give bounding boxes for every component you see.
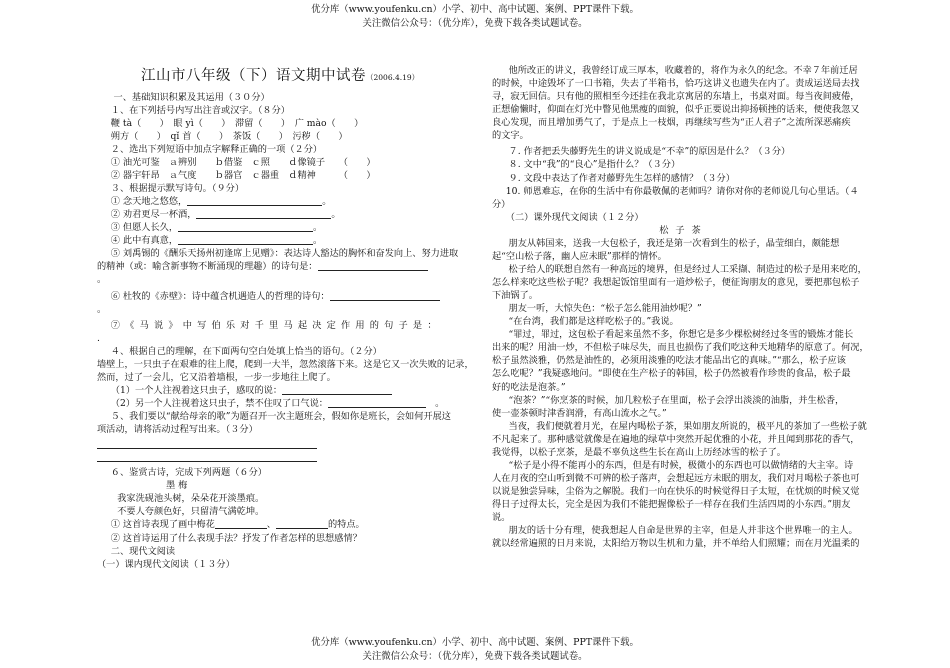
q2-row-1: ① 油光可鉴 ａ辨别 ｂ借鉴 ｃ照 ｄ像镜子 （ ）	[110, 156, 376, 168]
question-1: １、在下列括号内写出注音或汉字。（８分）	[110, 104, 290, 116]
essay-p7c: 我觉得，以松子烹茶，是最不辜负这些生长在高山上历经冰雪的松子了。	[492, 446, 786, 458]
q3-e2-text: 的精神（或：喻含新事物不断涌现的理趣）的诗句是：	[97, 261, 318, 273]
essay-p5c: 松子虽然淡雅，仍然是油性的，必须用淡雅的吃法才能品出它的真味。”“那么，松子应该	[492, 355, 846, 367]
question-6: ６、鉴赏古诗，完成下列两题（６分）	[110, 467, 267, 479]
q3-c: ③ 但愿人长久， 。	[110, 222, 323, 234]
question-7: ７. 作者把丢失藤野先生的讲义说成是“不幸”的原因是什么？（３分）	[508, 146, 791, 158]
question-4: ４、根据自己的理解，在下面两句空白处填上恰当的语句。（２分）	[110, 345, 382, 357]
essay-p8d: 得日子过得太长，完全是因为我们不能把握像松子一样存在我们生活四周的小东西。”朋友	[492, 499, 851, 511]
essay-p8e: 说。	[492, 512, 511, 524]
q3-g-end: .	[97, 332, 100, 344]
essay-p8: “松子是小得不能再小的东西，但是有时候，极微小的东西也可以做情绪的大主宰。诗	[508, 459, 854, 471]
answer-blank[interactable]	[196, 209, 331, 219]
answer-blank[interactable]	[187, 196, 322, 206]
q3-b-text: ② 劝君更尽一杯酒，	[110, 209, 197, 221]
essay-p6: “泡茶？”“你烹茶的时候，加几粒松子在里面，松子会浮出淡淡的油脂，并生松香，	[508, 394, 845, 406]
essay-p5e: 好的吃法是泡茶。”	[492, 381, 566, 393]
answer-blank[interactable]	[318, 261, 428, 271]
q3-e: ⑤ 刘禹锡的《酬乐天扬州初逢席上见赠》：表达诗人豁达的胸怀和奋发向上、努力进取	[110, 248, 459, 260]
passage-line-1: 他所改正的讲义，我曾经订成三厚本，收藏着的，将作为永久的纪念。不幸７年前迁居	[508, 65, 858, 76]
essay-p5b: 出来的呢？用油一炒，不但松子味尽失，而且也损伤了我们吃这种天地精华的原意了。何况，	[492, 342, 869, 354]
page-footer	[0, 636, 950, 663]
answer-blank[interactable]	[215, 519, 267, 529]
q1-row-1: 鞭 tà（ ） 眼 yì（ ） 滞留（ ） 广 mào（ ）	[110, 117, 364, 129]
q3-a: ① 念天地之悠悠， 。	[110, 196, 332, 208]
right-column	[492, 64, 870, 550]
q3-e-end: 。	[97, 274, 107, 286]
q3-g	[97, 319, 474, 332]
page-header	[0, 3, 950, 30]
essay-p1: 朋友从韩国来，送我一大包松子，我还是第一次看到生的松子，晶莹细白，颇能想	[508, 237, 840, 249]
q4-1-text: （1）一个人注视着这只虫子，感叹的说：	[110, 384, 283, 396]
essay-p2: 松子给人的联想自然有一种高远的境界，但是经过人工采撷、制造过的松子是用来吃的，	[508, 263, 867, 275]
question-8: ８. 文中“我”的“良心”是指什么？（３分）	[508, 159, 681, 171]
q4-1	[97, 384, 474, 397]
q3-e2	[97, 260, 474, 273]
q5-2: 项活动，请将活动过程写出来。（３分）	[97, 424, 258, 436]
passage-line-5: 良心发现，而且增加勇气了，于是点上一枝烟，再继续写些为“正人君子”之流所深恶痛疾	[492, 117, 851, 129]
essay-p8c: 以说是独尝异味，尘俗为之解脱。我们一向在快乐的时候觉得日子太短，在忧烦的时候又觉	[492, 486, 860, 497]
essay-p9: 朋友的话十分有理，使我想起人自命是世界的主宰，但是人并非这个世界唯一的主人。	[508, 525, 858, 537]
q4-text-1: 墙壁上，一只虫子在艰难的往上爬，爬到一大半，忽然滚落下来。这是它又一次失败的记录，	[97, 358, 474, 370]
q4-2-text: （2）另一个人注视着这只虫子，禁不住叹了口气说：	[110, 398, 328, 410]
q3-f-end: 。	[97, 303, 107, 315]
q6-1-text: ① 这首诗表现了画中梅花	[110, 519, 215, 531]
q3-f	[97, 290, 474, 303]
essay-p7: 当夜，我们便就着月光，在屋内喝松子茶，果如朋友所说的，极平凡的茶加了一些松子就	[508, 420, 867, 432]
q6-1-end: 的特点。	[327, 519, 365, 531]
q6-1-sep: 、	[266, 519, 276, 531]
q1-row-2: 朔方（ ） qǐ 首（ ） 茶饭（ ） 污秽（ ）	[110, 130, 348, 142]
q4-text-2: 然而，过了一会儿，它又沿着墙根，一步一步地往上爬了。	[97, 371, 336, 383]
essay-p5: “罪过，罪过，这包松子看起来虽然不多，你想它是多少棵松树经过冬雪的锻炼才能长	[508, 329, 854, 341]
essay-p2b: 怎么样来吃这些松子呢？我想起饭馆里面有一道炒松子，便征询朋友的意见，要把那包松子	[492, 277, 860, 288]
answer-blank[interactable]	[330, 291, 440, 301]
q2-row-2: ② 器宇轩昂 ａ气度 ｂ器官 ｃ器重 ｄ精神 （ ）	[110, 169, 376, 181]
question-3: ３、根据提示默写诗句。（９分）	[110, 183, 245, 195]
essay-p4: “在台湾，我们都是这样吃松子的。”我说。	[508, 316, 679, 328]
question-5: ５、我们要以“献给母亲的歌”为题召开一次主题班会，假如你是班长，会如何开展这	[110, 411, 451, 423]
passage-line-4: 正想偷懒时，仰面在灯光中瞥见他黑瘦的面貌，似乎正要说出抑扬顿挫的话来，便使我忽又	[492, 104, 860, 116]
section-2-1-heading: （一）课内现代文阅读（１３分）	[97, 558, 235, 570]
essay-title: 松 子 茶	[659, 224, 703, 236]
poem-line-1: 我家洗砚池头树，朵朵花开淡墨痕。	[117, 493, 265, 505]
question-9: ９. 文段中表达了作者对藤野先生怎样的感情？（３分）	[508, 172, 735, 184]
answer-blank[interactable]	[178, 235, 313, 245]
essay-p5d: 怎么吃呢？”我疑惑地问。“即使在生产松子的韩国，松子仍然被看作珍贵的食品，松子最	[492, 368, 851, 380]
section-1-heading: 一、基础知识积累及其运用（３０分）	[113, 91, 270, 103]
answer-blank[interactable]	[178, 222, 313, 232]
q3-g-text: ⑦《马说》中写伯乐对千里马起决定作用的句子是：	[110, 319, 442, 331]
essay-p1b: 起“空山松子落，幽人应未眠”那样的情怀。	[492, 250, 667, 262]
header-line-1: 优分库（www.youfenku.cn）小学、初中、高中试题、案例、PPT课件下载。	[311, 4, 639, 15]
essay-p9b: 就以经常遍照的日月来说，太阳给万物以生机和力量，并不单给人们照耀；而在月光温柔的	[492, 538, 860, 550]
poem-title: 墨 梅	[166, 480, 188, 492]
passage-line-3: 寻，寂无回信。只有他的照相至今还挂在我北京寓居的东墙上，书桌对面。每当夜间疲倦，	[492, 91, 860, 103]
header-line-2: 关注微信公众号：（优分库），免费下载各类试题试卷。	[362, 17, 588, 29]
left-column	[97, 64, 474, 571]
exam-date: （2006.4.19）	[366, 73, 420, 82]
q6-2: ② 这首诗运用了什么表现手法？抒发了作者怎样的思想感情？	[110, 532, 362, 544]
passage-line-6: 的文字。	[492, 130, 529, 142]
q3-b: ② 劝君更尽一杯酒， 。	[110, 209, 341, 221]
footer-line-1: 优分库（www.youfenku.cn）小学、初中、高中试题、案例、PPT课件下载。	[311, 637, 639, 648]
q6-1	[97, 518, 474, 531]
passage-line-2: 的时候，中途毁坏了一口书箱，失去了半箱书，恰巧这讲义也遗失在内了。责成运送局去找	[492, 78, 860, 90]
question-2: ２、选出下列短语中加点字解释正确的一项（２分）	[110, 143, 323, 155]
answer-blank[interactable]	[328, 398, 426, 408]
exam-title	[141, 66, 474, 87]
q3-d: ④ 此中有真意， 。	[110, 235, 323, 247]
section-2-heading: 二、现代文阅读	[110, 545, 176, 557]
answer-blank[interactable]	[276, 519, 328, 529]
answer-line-2[interactable]	[97, 449, 317, 462]
footer-line-2: 关注微信公众号：（优分库），免费下载各类试题试卷。	[362, 650, 588, 662]
essay-p2c: 下油锅了。	[492, 290, 538, 302]
q3-f-text: ⑥ 杜牧的《赤壁》：诗中蕴含机遇造人的哲理的诗句：	[110, 290, 330, 302]
q3-c-text: ③ 但愿人长久，	[110, 222, 179, 234]
question-10: 10. 师恩难忘，在你的生活中有你最敬佩的老师吗？请你对你的老师说几句心里话。（４	[505, 185, 859, 197]
answer-line-1[interactable]	[97, 436, 317, 449]
essay-p6b: 使一壶茶顿时津香润滑，有高山流水之气。”	[492, 407, 667, 419]
essay-p8b: 人在月夜的空山听到微不可辨的松子落声，会想起远方未眠的朋友，我们对月喝松子茶也可	[492, 472, 860, 484]
essay-p3: 朋友一听，大惊失色：“松子怎么能用油炒呢？”	[508, 303, 702, 315]
q4-2: （2）另一个人注视着这只虫子，禁不住叹了口气说： 。	[110, 398, 445, 410]
exam-title-text: 江山市八年级（下）语文期中试卷	[141, 68, 366, 84]
essay-p7b: 不凡起来了。那种感觉就像是在遍地的绿草中突然开起优雅的小花，并且闻到那花的香气，	[492, 433, 860, 445]
poem-line-2: 不要人夸颜色好，只留清气满乾坤。	[117, 506, 265, 518]
question-10-cont: 分）	[492, 198, 511, 210]
q3-a-text: ① 念天地之悠悠，	[110, 196, 188, 208]
q3-d-text: ④ 此中有真意，	[110, 235, 179, 247]
answer-blank[interactable]	[282, 385, 392, 395]
section-2-2-heading: （二）课外现代文阅读（１２分）	[505, 211, 644, 223]
